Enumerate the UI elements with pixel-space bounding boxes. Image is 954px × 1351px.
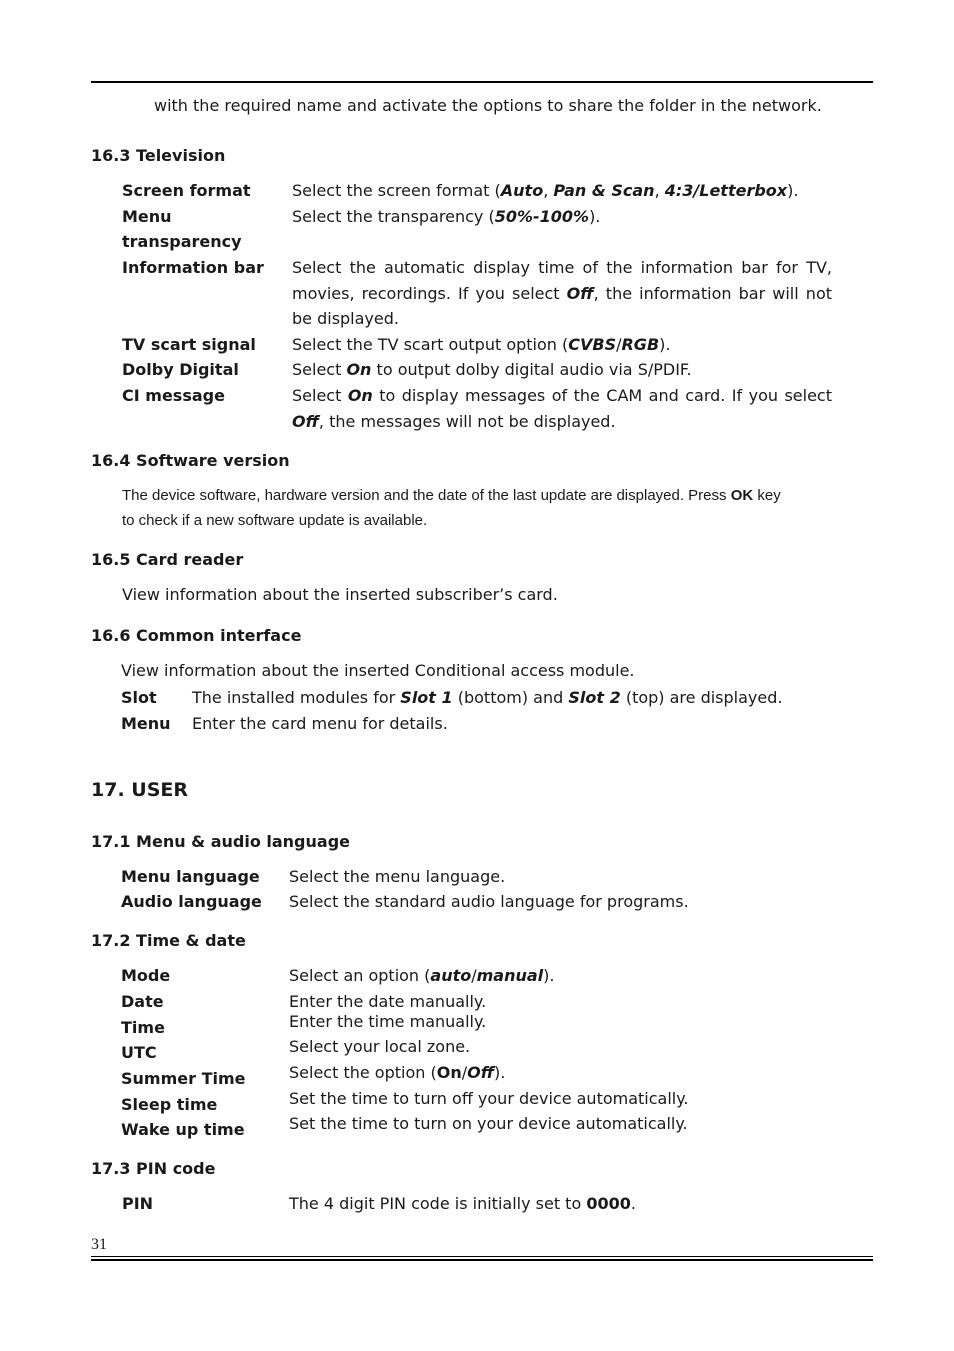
label-time: Time xyxy=(121,1018,165,1037)
heading-16-6: 16.6 Common interface xyxy=(91,626,302,645)
label-ci-menu: Menu xyxy=(121,714,171,733)
heading-17-1: 17.1 Menu & audio language xyxy=(91,832,350,851)
desc-audio-language: Select the standard audio language for programs. xyxy=(289,892,689,911)
desc-date: Enter the date manually. xyxy=(289,992,487,1011)
label-ci-message: CI message xyxy=(122,386,225,405)
footer-rule-thick xyxy=(91,1259,873,1261)
common-interface-text: View information about the inserted Conditional access module. xyxy=(121,661,635,680)
heading-17-3: 17.3 PIN code xyxy=(91,1159,216,1178)
desc-tv-scart: Select the TV scart output option (CVBS/RGB). xyxy=(292,335,671,354)
label-tv-scart: TV scart signal xyxy=(122,335,256,354)
desc-wake-up-time: Set the time to turn on your device automatically. xyxy=(289,1114,688,1133)
software-text-1: The device software, hardware version and the date of the last update are displayed. Press OK key xyxy=(122,487,781,504)
desc-time: Enter the time manually. xyxy=(289,1012,487,1031)
label-utc: UTC xyxy=(121,1043,157,1062)
desc-dolby: Select On to output dolby digital audio via S/PDIF. xyxy=(292,360,692,379)
desc-slot: The installed modules for Slot 1 (bottom) and Slot 2 (top) are displayed. xyxy=(192,688,783,707)
label-mode: Mode xyxy=(121,966,171,985)
label-audio-language: Audio language xyxy=(121,892,262,911)
card-reader-text: View information about the inserted subscriber’s card. xyxy=(122,585,558,604)
desc-ci-menu: Enter the card menu for details. xyxy=(192,714,448,733)
heading-17-2: 17.2 Time & date xyxy=(91,931,246,950)
desc-menu-transparency: Select the transparency (50%-100%). xyxy=(292,207,601,226)
label-sleep-time: Sleep time xyxy=(121,1095,218,1114)
label-menu-language: Menu language xyxy=(121,867,260,886)
label-summer-time: Summer Time xyxy=(121,1069,246,1088)
desc-pin: The 4 digit PIN code is initially set to 0000. xyxy=(289,1194,636,1213)
label-information-bar: Information bar xyxy=(122,258,264,277)
label-slot: Slot xyxy=(121,688,157,707)
footer-rule-thin xyxy=(91,1256,873,1257)
heading-16-5: 16.5 Card reader xyxy=(91,550,244,569)
desc-mode: Select an option (auto/manual). xyxy=(289,966,555,985)
label-menu-transparency-1: Menu xyxy=(122,207,172,226)
desc-screen-format: Select the screen format (Auto, Pan & Scan, 4:3/Letterbox). xyxy=(292,181,799,200)
desc-summer-time: Select the option (On/Off). xyxy=(289,1063,506,1082)
desc-utc: Select your local zone. xyxy=(289,1037,471,1056)
software-text-2: to check if a new software update is available. xyxy=(122,512,428,529)
desc-sleep-time: Set the time to turn off your device automatically. xyxy=(289,1089,689,1108)
heading-16-3: 16.3 Television xyxy=(91,146,226,165)
header-rule xyxy=(91,81,873,83)
desc-information-bar: Select the automatic display time of the information bar for TV, movies, recordings. If you select Off, the information bar will not be displayed. xyxy=(292,258,833,328)
label-wake-up-time: Wake up time xyxy=(121,1120,245,1139)
label-dolby: Dolby Digital xyxy=(122,360,239,379)
heading-17: 17. USER xyxy=(91,779,188,801)
intro-text: with the required name and activate the options to share the folder in the network. xyxy=(154,96,822,115)
label-screen-format: Screen format xyxy=(122,181,251,200)
page-number: 31 xyxy=(91,1236,107,1253)
label-menu-transparency-2: transparency xyxy=(122,232,242,251)
desc-menu-language: Select the menu language. xyxy=(289,867,506,886)
desc-ci-message: Select On to display messages of the CAM and card. If you select Off, the messages will not be displayed. xyxy=(292,386,832,431)
heading-16-4: 16.4 Software version xyxy=(91,451,290,470)
label-pin: PIN xyxy=(122,1194,154,1213)
label-date: Date xyxy=(121,992,164,1011)
